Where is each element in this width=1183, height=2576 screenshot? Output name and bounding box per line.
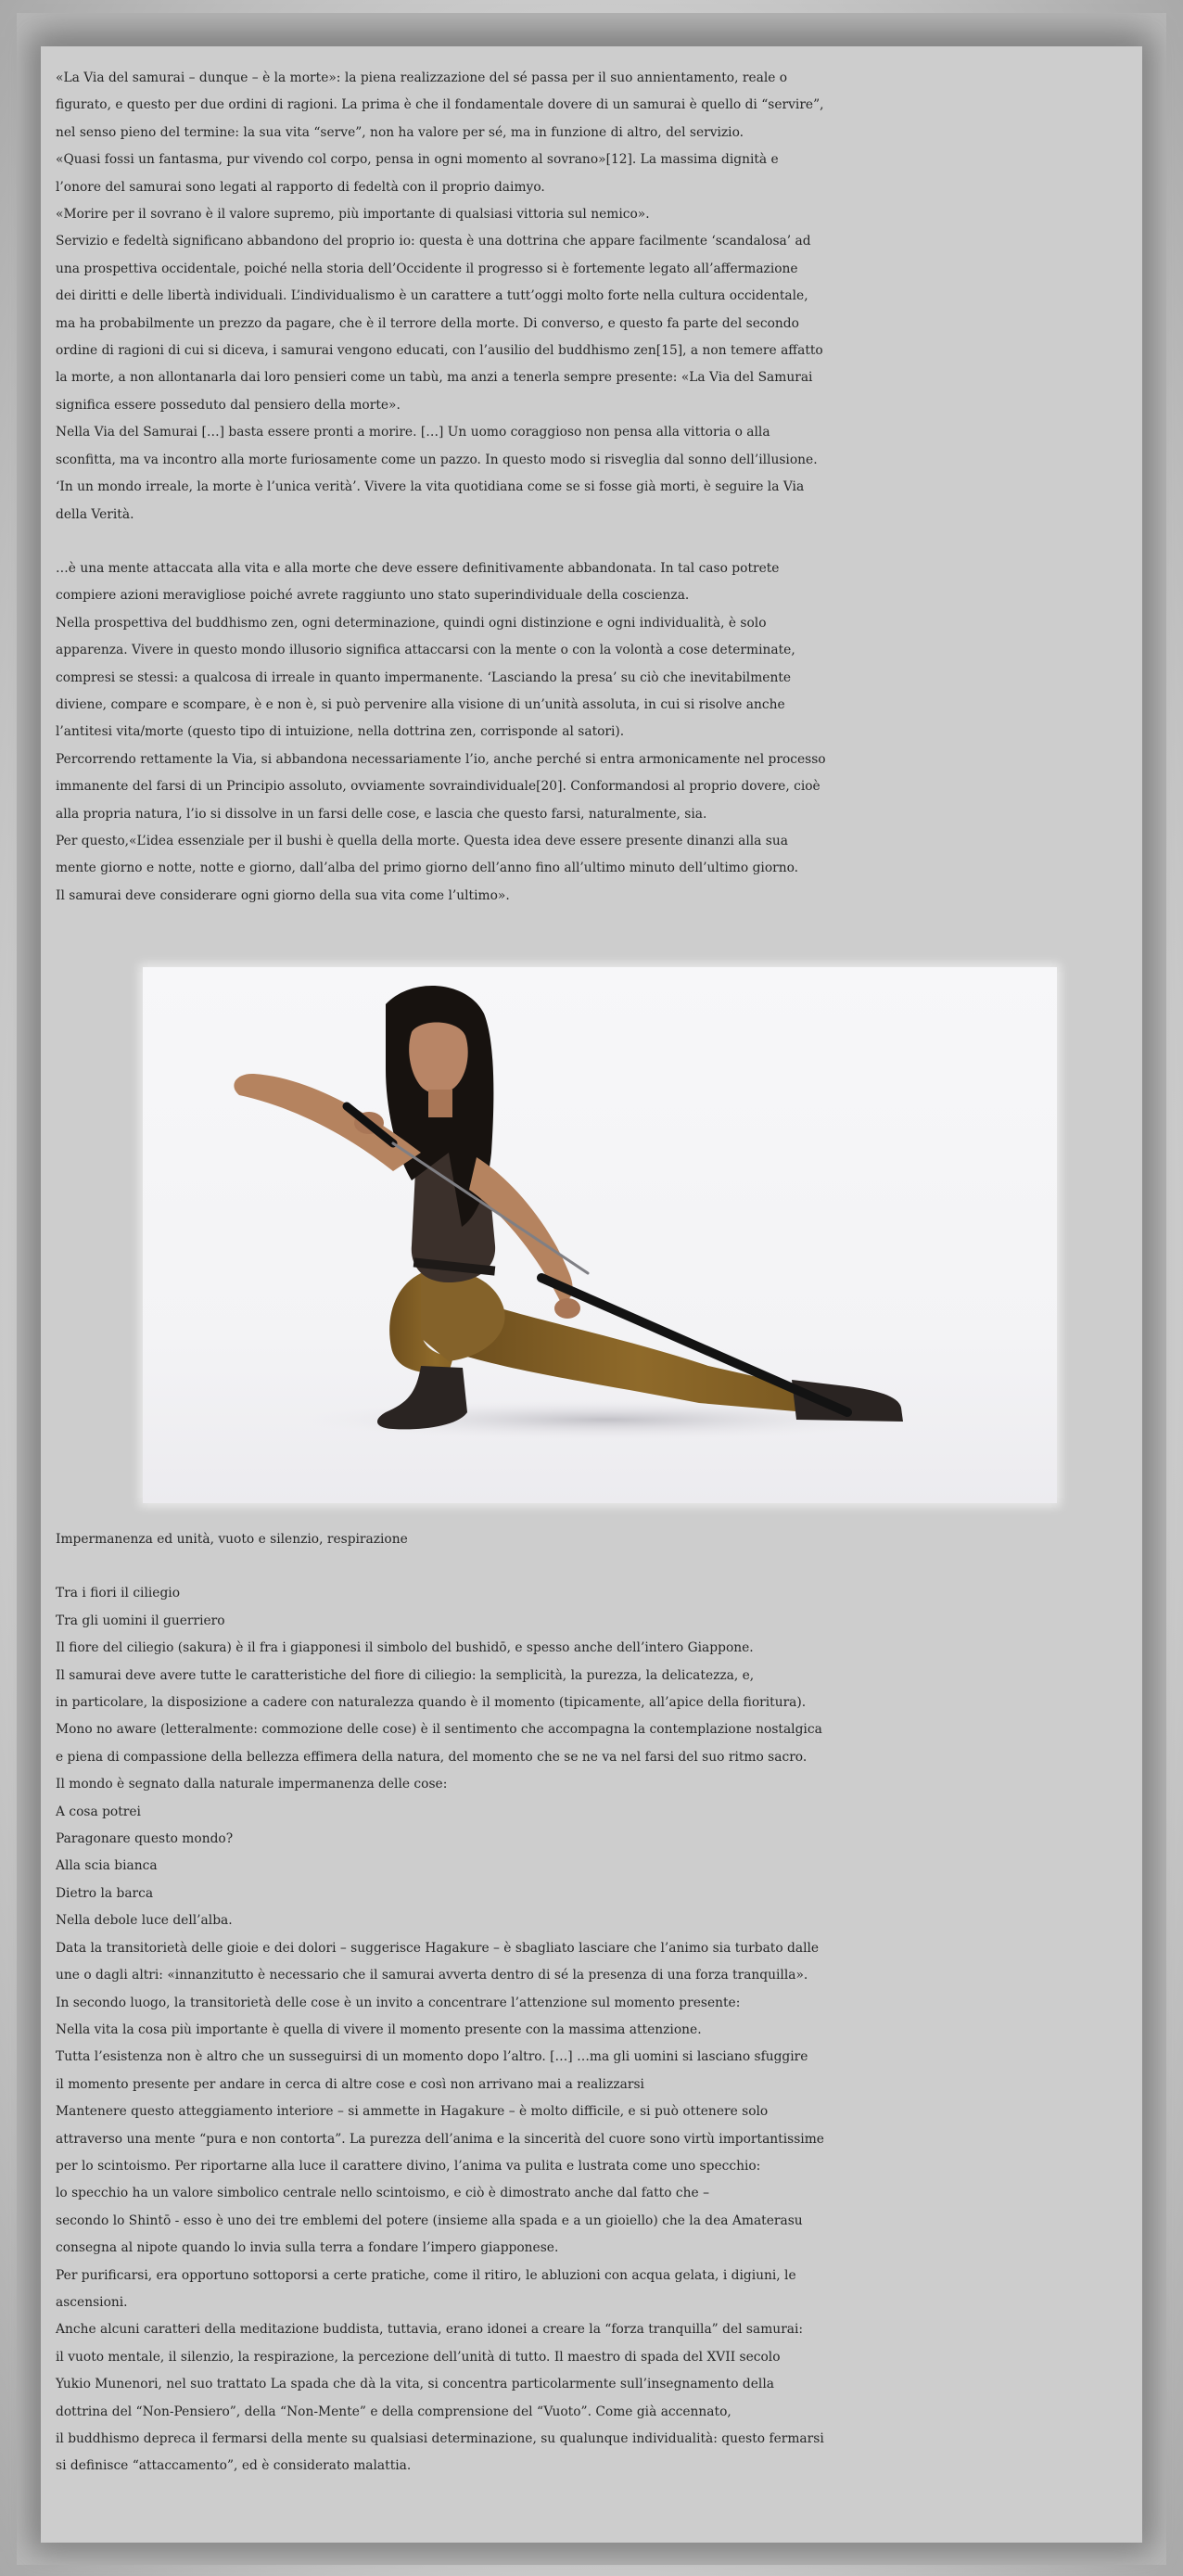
- section-death-line: diviene, compare e scompare, è e non è, si può pervenire alla visione di un’unità assoluta, in cui si risolve anche: [56, 696, 785, 712]
- section-death-line: della Verità.: [56, 506, 134, 522]
- section-death-line: sconfitta, ma va incontro alla morte furiosamente come un pazzo. In questo modo si risveglia dal sonno dell’illusione.: [56, 452, 818, 467]
- section-impermanence-line: Nella vita la cosa più importante è quella di vivere il momento presente con la massima attenzione.: [56, 2021, 702, 2037]
- section-impermanence-line: Impermanenza ed unità, vuoto e silenzio, respirazione: [56, 1532, 408, 1547]
- section-death-line: apparenza. Vivere in questo mondo illusorio significa attaccarsi con la mente o con la volontà a cose determinate,: [56, 643, 795, 658]
- section-death-line: ma ha probabilmente un prezzo da pagare, che è il terrore della morte. Di converso, e questo fa parte del secondo: [56, 315, 799, 331]
- section-impermanence-line: Dietro la barca: [56, 1885, 154, 1901]
- section-impermanence-line: ascensioni.: [56, 2294, 128, 2310]
- section-impermanence-line: si definisce “attaccamento”, ed è considerato malattia.: [56, 2458, 412, 2474]
- section-impermanence-line: Tra gli uomini il guerriero: [56, 1613, 225, 1628]
- section-impermanence-line: secondo lo Shintō - esso è uno dei tre emblemi del potere (insieme alla spada e a un gioiello) che la dea Amaterasu: [56, 2213, 803, 2228]
- section-death-line: alla propria natura, l’io si dissolve in un farsi delle cose, e lascia che questo farsi, naturalmente, sia.: [56, 806, 707, 822]
- section-death-line: significa essere posseduto dal pensiero della morte».: [56, 397, 401, 413]
- paragraph-spacer: [56, 529, 1140, 555]
- section-impermanence-line: Mantenere questo atteggiamento interiore – si ammette in Hagakure – è molto difficile, e si può ottenere solo: [56, 2104, 769, 2120]
- section-impermanence-line: Mono no aware (letteralmente: commozione delle cose) è il sentimento che accompagna la contemplazione nostalgica: [56, 1722, 822, 1738]
- section-death-line: Nella Via del Samurai […] basta essere pronti a morire. […] Un uomo coraggioso non pensa alla vittoria o alla: [56, 425, 770, 440]
- section-impermanence-line: Il samurai deve avere tutte le caratteristiche del fiore di ciliegio: la semplicità, la purezza, la delicatezza, e,: [56, 1667, 755, 1683]
- neck: [428, 1090, 452, 1117]
- section-impermanence-line: Yukio Munenori, nel suo trattato La spada che dà la vita, si concentra particolarmente sull’insegnamento della: [56, 2377, 774, 2392]
- section-death-line: l’onore del samurai sono legati al rapporto di fedeltà con il proprio daimyo.: [56, 179, 545, 195]
- section-impermanence-line: il momento presente per andare in cerca di altre cose e così non arrivano mai a realizzarsi: [56, 2076, 644, 2092]
- section-death-line: ordine di ragioni di cui si diceva, i samurai vengono educati, con l’ausilio del buddhismo zen[15], a non temere affatto: [56, 343, 823, 359]
- section-death-line: ‘In un mondo irreale, la morte è l’unica verità’. Vivere la vita quotidiana come se si fosse già morti, è seguire la Via: [56, 479, 805, 495]
- section-death-line: «La Via del samurai – dunque – è la morte»: la piena realizzazione del sé passa per il suo annientamento, reale o: [56, 70, 788, 85]
- section-impermanence-line: per lo scintoismo. Per riportarne alla luce il carattere divino, l’anima va pulita e lustrata come uno specchio:: [56, 2158, 761, 2174]
- section-death-line: «Quasi fossi un fantasma, pur vivendo col corpo, pensa in ogni momento al sovrano»[12]. La massima dignità e: [56, 152, 779, 168]
- section-impermanence-line: Data la transitorietà delle gioie e dei dolori – suggerisce Hagakure – è sbagliato lasciare che l’animo sia turbato dalle: [56, 1940, 820, 1956]
- article-section-death: [56, 65, 1140, 910]
- section-death-line: immanente del farsi di un Principio assoluto, ovviamente sovraindividuale[20]. Conformandosi al proprio dovere, cioè: [56, 779, 820, 795]
- section-impermanence-line: In secondo luogo, la transitorietà delle cose è un invito a concentrare l’attenzione sul momento presente:: [56, 1995, 741, 2010]
- section-impermanence-line: in particolare, la disposizione a cadere con naturalezza quando è il momento (tipicamente, all’apice della fioritura).: [56, 1695, 807, 1711]
- section-impermanence-line: A cosa potrei: [56, 1804, 141, 1819]
- section-death-line: dei diritti e delle libertà individuali. L’individualismo è un carattere a tutt’oggi molto forte nella cultura occidentale,: [56, 288, 808, 304]
- section-impermanence-line: il vuoto mentale, il silenzio, la respirazione, la percezione dell’unità di tutto. Il maestro di spada del XVII secolo: [56, 2349, 781, 2365]
- section-death-line: …è una mente attaccata alla vita e alla morte che deve essere definitivamente abbandonata. In tal caso potrete: [56, 560, 780, 576]
- section-death-line: mente giorno e notte, notte e giorno, dall’alba del primo giorno dell’anno fino all’ultimo minuto dell’ultimo giorno.: [56, 861, 799, 876]
- left-boot: [377, 1366, 467, 1429]
- section-death-line: figurato, e questo per due ordini di ragioni. La prima è che il fondamentale dovere di un samurai è quello di “servire”,: [56, 97, 824, 113]
- section-impermanence-line: une o dagli altri: «innanzitutto è necessario che il samurai avverta dentro di sé la presenza di una forza tranquilla».: [56, 1968, 808, 1983]
- section-impermanence-line: dottrina del “Non-Pensiero”, della “Non-Mente” e della comprensione del “Vuoto”. Come già accennato,: [56, 2404, 731, 2419]
- section-impermanence-line: il buddhismo depreca il fermarsi della mente su qualsiasi determinazione, su qualunque individualità: questo fermarsi: [56, 2431, 824, 2446]
- article-section-impermanence: [56, 1526, 1140, 2480]
- section-impermanence-line: Anche alcuni caratteri della meditazione buddista, tuttavia, erano idonei a creare la “forza tranquilla” del samurai:: [56, 2322, 804, 2338]
- section-impermanence-line: Tra i fiori il ciliegio: [56, 1586, 181, 1601]
- section-impermanence-line: Per purificarsi, era opportuno sottoporsi a certe pratiche, come il ritiro, le abluzioni con acqua gelata, i digiuni, le: [56, 2267, 796, 2283]
- section-impermanence-line: attraverso una mente “pura e non contorta”. La purezza dell’anima e la sincerità del cuore sono virtù importantissime: [56, 2131, 824, 2147]
- right-hand: [554, 1298, 580, 1319]
- section-death-line: compiere azioni meravigliose poiché avrete raggiunto uno stato superindividuale della coscienza.: [56, 588, 690, 604]
- section-death-line: «Morire per il sovrano è il valore supremo, più importante di qualsiasi vittoria sul nemico».: [56, 207, 650, 223]
- samurai-woman-illustration: [143, 967, 1057, 1503]
- section-death-line: una prospettiva occidentale, poiché nella storia dell’Occidente il progresso si è fortemente legato all’affermazione: [56, 261, 798, 276]
- section-impermanence-line: Tutta l’esistenza non è altro che un susseguirsi di un momento dopo l’altro. […] …ma gli uomini si lasciano sfuggire: [56, 2049, 808, 2065]
- section-death-line: l’antitesi vita/morte (questo tipo di intuizione, nella dottrina zen, corrisponde al satori).: [56, 724, 625, 740]
- paragraph-spacer: [56, 1553, 1140, 1580]
- section-impermanence-line: Alla scia bianca: [56, 1858, 158, 1874]
- samurai-woman-photo: [143, 967, 1057, 1503]
- section-death-line: Il samurai deve considerare ogni giorno della sua vita come l’ultimo».: [56, 887, 510, 903]
- section-impermanence-line: e piena di compassione della bellezza effimera della natura, del momento che se ne va nel farsi del suo ritmo sacro.: [56, 1749, 808, 1765]
- section-death-line: la morte, a non allontanarla dai loro pensieri come un tabù, ma anzi a tenerla sempre presente: «La Via del Samurai: [56, 370, 813, 386]
- section-impermanence-line: consegna al nipote quando lo invia sulla terra a fondare l’impero giapponese.: [56, 2240, 559, 2256]
- section-death-line: Per questo,«L’idea essenziale per il bushi è quella della morte. Questa idea deve essere presente dinanzi alla sua: [56, 833, 788, 848]
- section-death-line: nel senso pieno del termine: la sua vita “serve”, non ha valore per sé, ma in funzione di altro, del servizio.: [56, 124, 744, 140]
- section-impermanence-line: Paragonare questo mondo?: [56, 1831, 234, 1847]
- section-death-line: Nella prospettiva del buddhismo zen, ogni determinazione, quindi ogni distinzione e ogni individualità, è solo: [56, 615, 767, 631]
- section-death-line: Servizio e fedeltà significano abbandono del proprio io: questa è una dottrina che appare facilmente ‘scandalosa’ ad: [56, 234, 811, 249]
- section-impermanence-line: lo specchio ha un valore simbolico centrale nello scintoismo, e ciò è dimostrato anche dal fatto che –: [56, 2186, 709, 2201]
- section-impermanence-line: Il fiore del ciliegio (sakura) è il fra i giapponesi il simbolo del bushidō, e spesso anche dell’intero Giappone.: [56, 1640, 754, 1656]
- section-impermanence-line: Il mondo è segnato dalla naturale impermanenza delle cose:: [56, 1777, 448, 1792]
- section-death-line: compresi se stessi: a qualcosa di irreale in quanto impermanente. ‘Lasciando la presa’ su ciò che inevitabilmente: [56, 670, 792, 685]
- section-impermanence-line: Nella debole luce dell’alba.: [56, 1913, 233, 1929]
- section-death-line: Percorrendo rettamente la Via, si abbandona necessariamente l’io, anche perché si entra armonicamente nel processo: [56, 751, 826, 767]
